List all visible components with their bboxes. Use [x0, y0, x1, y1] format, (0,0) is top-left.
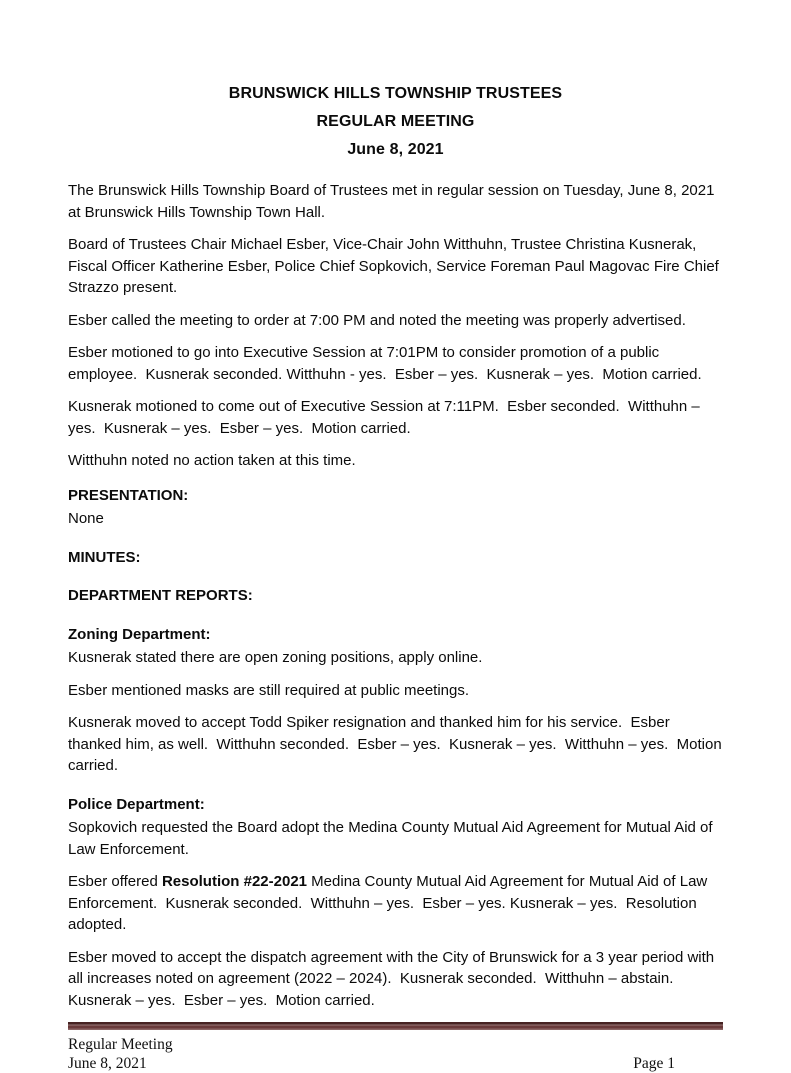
footer-page-number: Page 1 [633, 1055, 675, 1072]
paragraph-zoning-positions: Kusnerak stated there are open zoning positions, apply online. [68, 649, 483, 666]
footer-date: June 8, 2021 [68, 1055, 147, 1072]
section-heading-police-department: Police Department: [68, 795, 205, 813]
bold-text-run: Resolution #22-2021 [161, 873, 308, 890]
paragraph-dispatch-agreement: Esber moved to accept the dispatch agreement with the City of Brunswick for a 3 year period with all increases noted on agreement (2022 – 2024). Kusnerak seconded. Witthuhn – abstain. Kusnerak – yes. Esber – yes. Motion carried. [68, 948, 719, 1009]
document-body [68, 180, 726, 1022]
text-run: Medina County Mutual Aid Agreement for Mutual Aid of Law Enforcement. Kusnerak seconded. Witthuhn – yes. Esber – yes. Kusnerak – yes. Resolution adopted. [68, 873, 712, 933]
title-line-organization: BRUNSWICK HILLS TOWNSHIP TRUSTEES [228, 85, 563, 102]
footer-left [68, 1035, 173, 1073]
footer-meeting-type: Regular Meeting [68, 1036, 173, 1053]
paragraph-session-intro: The Brunswick Hills Township Board of Trustees met in regular session on Tuesday, June 8, 2021 at Brunswick Hills Township Town Hall. [68, 182, 719, 221]
paragraph-call-to-order: Esber called the meeting to order at 7:00 PM and noted the meeting was properly advertised. [68, 311, 686, 329]
section-heading-minutes: MINUTES: [68, 548, 141, 566]
section-heading-zoning-department: Zoning Department: [68, 625, 211, 643]
paragraph-executive-session-exit: Kusnerak motioned to come out of Executive Session at 7:11PM. Esber seconded. Witthuhn – yes. Kusnerak – yes. Esber – yes. Motion carried. [68, 398, 704, 437]
paragraph-mutual-aid-request: Sopkovich requested the Board adopt the Medina County Mutual Aid Agreement for Mutual Aid of Law Enforcement. [68, 819, 717, 858]
paragraph-no-action: Witthuhn noted no action taken at this time. [68, 452, 356, 469]
paragraph-masks: Esber mentioned masks are still required at public meetings. [68, 681, 470, 699]
footer-row [68, 1035, 723, 1073]
paragraph-resolution-22-2021 [68, 871, 723, 936]
title-line-date: June 8, 2021 [347, 141, 444, 158]
document-title [68, 84, 723, 168]
paragraph-attendance: Board of Trustees Chair Michael Esber, Vice-Chair John Witthuhn, Trustee Christina Kusnerak, Fiscal Officer Katherine Esber, Police Chief Sopkovich, Service Foreman Paul Magovac Fire Chief Strazzo present. [68, 236, 724, 296]
section-heading-presentation: PRESENTATION: [68, 486, 189, 504]
paragraph-executive-session-enter: Esber motioned to go into Executive Session at 7:01PM to consider promotion of a public employee. Kusnerak seconded. Witthuhn - yes. Esber – yes. Kusnerak – yes. Motion carried. [68, 344, 702, 383]
page-footer [68, 1022, 723, 1073]
footer-rule [68, 1022, 723, 1030]
title-line-meeting-type: REGULAR MEETING [316, 113, 475, 130]
section-heading-department-reports: DEPARTMENT REPORTS: [68, 587, 253, 604]
paragraph-spiker-resignation: Kusnerak moved to accept Todd Spiker resignation and thanked him for his service. Esber thanked him, as well. Witthuhn seconded. Esber – yes. Kusnerak – yes. Witthuhn – yes. Motion carried. [68, 714, 726, 774]
paragraph-presentation-none: None [68, 510, 104, 527]
text-run: Esber offered [68, 873, 162, 890]
